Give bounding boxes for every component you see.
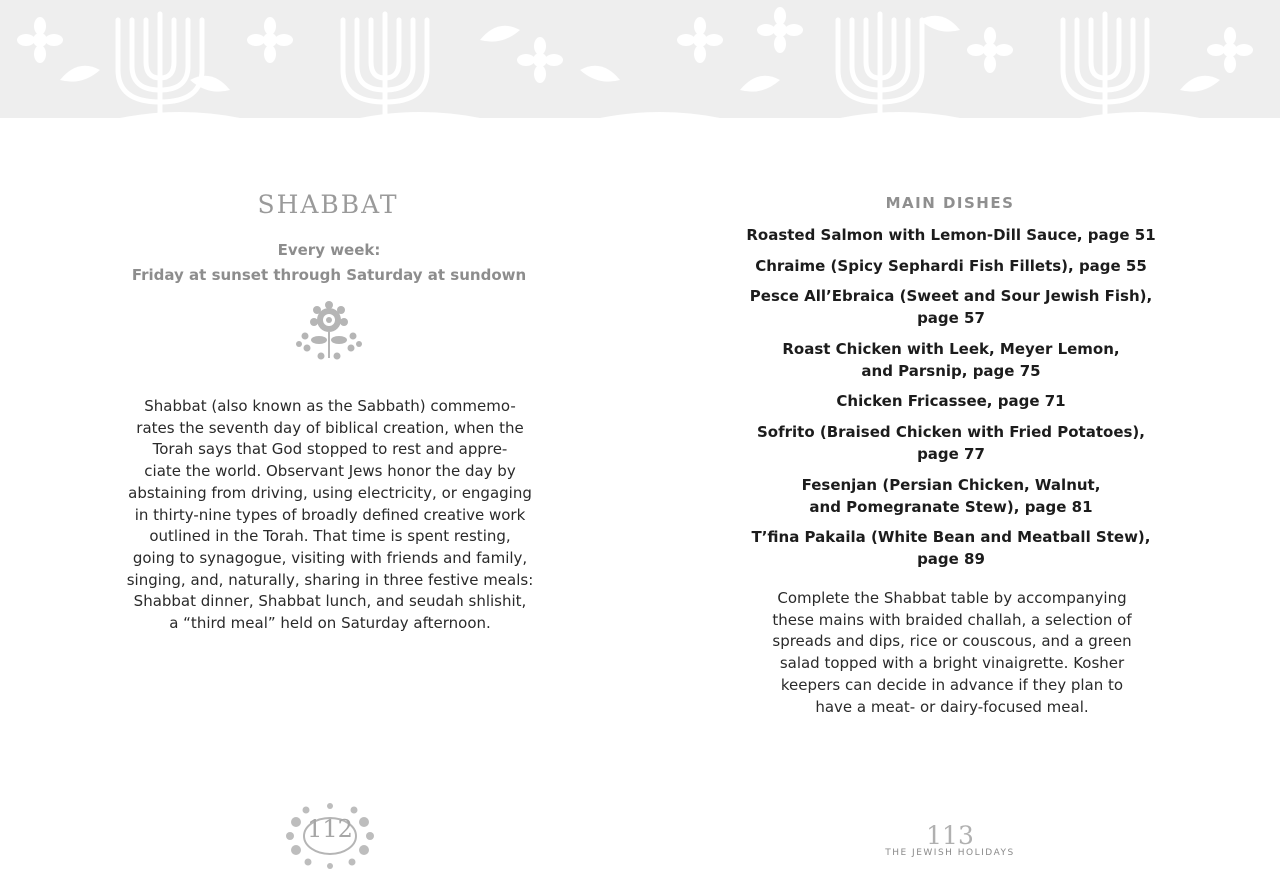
section-heading: MAIN DISHES bbox=[885, 194, 1015, 212]
dish-line: Chicken Fricassee, page 71 bbox=[836, 392, 1066, 411]
text-line: going to synagogue, visiting with friends and family, bbox=[132, 548, 528, 567]
dish-page-ref: page 77 bbox=[917, 444, 985, 463]
text-line: singing, and, naturally, sharing in three festive meals: bbox=[126, 570, 534, 589]
dish-list bbox=[746, 224, 1156, 579]
dish-item bbox=[746, 526, 1156, 570]
dish-line: Roasted Salmon with Lemon-Dill Sauce, page 51 bbox=[746, 226, 1156, 244]
dish-item bbox=[746, 390, 1156, 412]
text-line: in thirty-nine types of broadly defined creative work bbox=[134, 505, 526, 524]
dish-item bbox=[746, 224, 1156, 246]
dish-line: Pesce All’Ebraica (Sweet and Sour Jewish Fish), bbox=[749, 287, 1153, 306]
page-number: 112 bbox=[307, 815, 353, 843]
occurrence-note bbox=[118, 238, 540, 288]
text-line: Complete the Shabbat table by accompanying bbox=[777, 589, 1127, 607]
dish-line: Roast Chicken with Leek, Meyer Lemon, bbox=[782, 339, 1120, 358]
dish-item bbox=[746, 474, 1156, 518]
text-line: a “third meal” held on Saturday afternoon. bbox=[169, 614, 491, 633]
floral-ornament-icon bbox=[293, 300, 365, 364]
text-line: ciate the world. Observant Jews honor the day by bbox=[144, 462, 516, 481]
page-title: SHABBAT bbox=[257, 190, 399, 219]
text-line: Torah says that God stopped to rest and appre- bbox=[152, 440, 508, 459]
text-line: rates the seventh day of biblical creation, when the bbox=[136, 418, 524, 437]
dish-line: Sofrito (Braised Chicken with Fried Potatoes), bbox=[756, 422, 1145, 441]
dish-line: Chraime (Spicy Sephardi Fish Fillets), page 55 bbox=[755, 256, 1147, 275]
dish-page-ref: and Pomegranate Stew), page 81 bbox=[809, 497, 1093, 516]
dish-item bbox=[746, 285, 1156, 329]
dish-item bbox=[746, 421, 1156, 465]
dish-line: T’fina Pakaila (White Bean and Meatball Stew), bbox=[751, 528, 1151, 547]
text-line: these mains with braided challah, a selection of bbox=[772, 610, 1132, 629]
text-line: spreads and dips, rice or couscous, and a green bbox=[772, 632, 1132, 651]
text-line: have a meat- or dairy-focused meal. bbox=[815, 697, 1089, 716]
occurrence-detail: Friday at sunset through Saturday at sundown bbox=[131, 266, 527, 284]
closing-paragraph bbox=[752, 588, 1152, 718]
text-line: outlined in the Torah. That time is spent resting, bbox=[149, 527, 511, 546]
right-page bbox=[660, 0, 1280, 884]
text-line: Shabbat dinner, Shabbat lunch, and seudah shlishit, bbox=[133, 592, 527, 611]
occurrence-label: Every week: bbox=[277, 241, 381, 259]
running-head: THE JEWISH HOLIDAYS bbox=[885, 848, 1015, 858]
dish-item bbox=[746, 338, 1156, 382]
dish-item bbox=[746, 255, 1156, 277]
page-number: 113 bbox=[926, 821, 974, 850]
dish-page-ref: page 89 bbox=[917, 550, 985, 569]
intro-paragraph bbox=[112, 396, 548, 635]
text-line: keepers can decide in advance if they plan to bbox=[780, 675, 1124, 694]
dish-page-ref: and Parsnip, page 75 bbox=[861, 361, 1041, 380]
text-line: Shabbat (also known as the Sabbath) commemo- bbox=[144, 397, 516, 415]
dish-page-ref: page 57 bbox=[917, 309, 985, 328]
text-line: abstaining from driving, using electricity, or engaging bbox=[128, 483, 532, 502]
dish-line: Fesenjan (Persian Chicken, Walnut, bbox=[801, 475, 1101, 494]
text-line: salad topped with a bright vinaigrette. Kosher bbox=[779, 654, 1125, 673]
